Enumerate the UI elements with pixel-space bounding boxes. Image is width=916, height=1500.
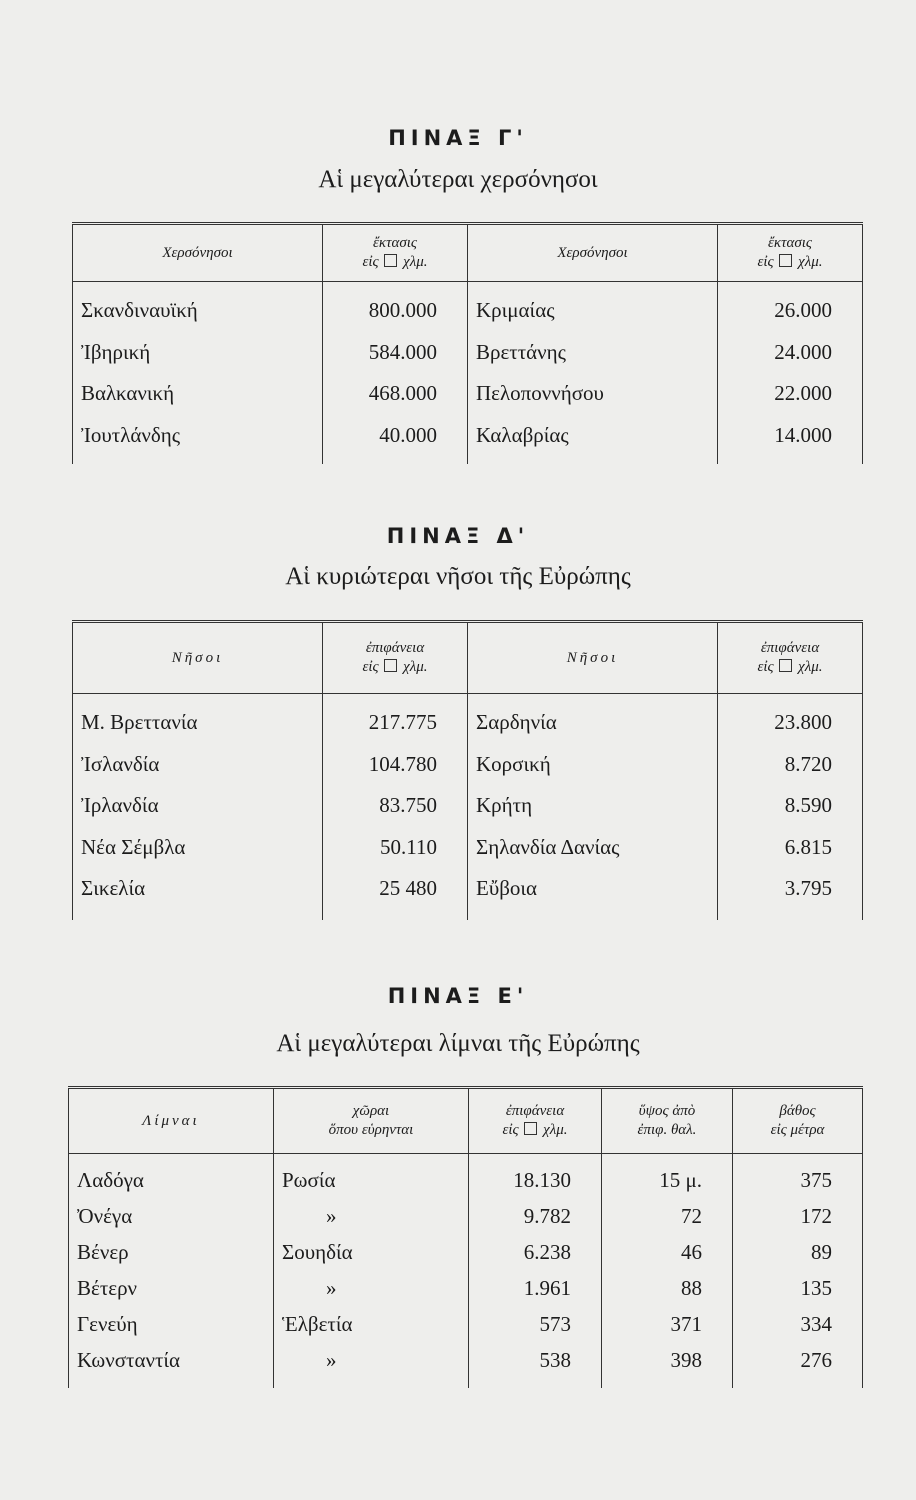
table-peninsulas <box>72 222 863 464</box>
table-g-title: Αἱ μεγαλύτεραι χερσόνησοι <box>318 166 598 193</box>
square-symbol-icon <box>384 659 397 672</box>
table-row: Ἰουτλάνδης 40.000 Καλαβρίας 14.000 <box>73 415 863 457</box>
table-row: Ὀνέγα » 9.782 72 172 <box>69 1198 863 1234</box>
header-surface: ἐπιφάνεια εἰς χλμ. <box>323 622 468 694</box>
table-row: Ἰρλανδία 83.750 Κρήτη 8.590 <box>73 785 863 827</box>
header-altitude: ὕψος ἀπὸ ἐπιφ. θαλ. <box>602 1088 733 1154</box>
header-area-2: ἔκτασις εἰς χλμ. <box>718 224 863 282</box>
table-row: Σικελία 25 480 Εὔβοια 3.795 <box>73 868 863 910</box>
table-row: Βαλκανική 468.000 Πελοποννήσου 22.000 <box>73 373 863 415</box>
table-header-row <box>73 622 863 694</box>
header-lakes: Λίμναι <box>69 1088 274 1154</box>
square-symbol-icon <box>524 1122 537 1135</box>
table-e-heading: ΠΙΝΑΞ Ε' <box>387 984 529 1008</box>
header-islands-2: Νῆσοι <box>468 622 718 694</box>
table-row: Βένερ Σουηδία 6.238 46 89 <box>69 1234 863 1270</box>
table-header-row <box>73 224 863 282</box>
table-row: Βέτερν » 1.961 88 135 <box>69 1270 863 1306</box>
square-symbol-icon <box>384 254 397 267</box>
table-g-heading: ΠΙΝΑΞ Γ' <box>388 126 528 150</box>
table-row: Μ. Βρεττανία 217.775 Σαρδηνία 23.800 <box>73 702 863 744</box>
header-surface-2: ἐπιφάνεια εἰς χλμ. <box>718 622 863 694</box>
table-row: Κωνσταντία » 538 398 276 <box>69 1342 863 1378</box>
table-row: Γενεύη Ἑλβετία 573 371 334 <box>69 1306 863 1342</box>
square-symbol-icon <box>779 659 792 672</box>
header-area: ἔκτασις εἰς χλμ. <box>323 224 468 282</box>
table-d-title: Αἱ κυριώτεραι νῆσοι τῆς Εὐρώπης <box>285 563 631 590</box>
table-e-title: Αἱ μεγαλύτεραι λίμναι τῆς Εὐρώπης <box>276 1030 640 1057</box>
square-symbol-icon <box>779 254 792 267</box>
table-islands <box>72 620 863 920</box>
header-peninsulas: Χερσόνησοι <box>73 224 323 282</box>
table-d-heading: ΠΙΝΑΞ Δ' <box>386 524 530 548</box>
table-row: Ἰσλανδία 104.780 Κορσική 8.720 <box>73 744 863 786</box>
table-row: Σκανδιναυϊκή 800.000 Κριμαίας 26.000 <box>73 290 863 332</box>
table-header-row <box>69 1088 863 1154</box>
header-depth: βάθος εἰς μέτρα <box>733 1088 863 1154</box>
header-surface: ἐπιφάνεια εἰς χλμ. <box>469 1088 602 1154</box>
header-islands: Νῆσοι <box>73 622 323 694</box>
table-row: Λαδόγα Ρωσία 18.130 15 μ. 375 <box>69 1162 863 1198</box>
table-row: Νέα Σέμβλα 50.110 Σηλανδία Δανίας 6.815 <box>73 827 863 869</box>
table-row: Ἰβηρική 584.000 Βρεττάνης 24.000 <box>73 332 863 374</box>
table-lakes <box>68 1086 863 1388</box>
header-peninsulas-2: Χερσόνησοι <box>468 224 718 282</box>
header-countries: χῶραι ὅπου εὑρηνται <box>274 1088 469 1154</box>
